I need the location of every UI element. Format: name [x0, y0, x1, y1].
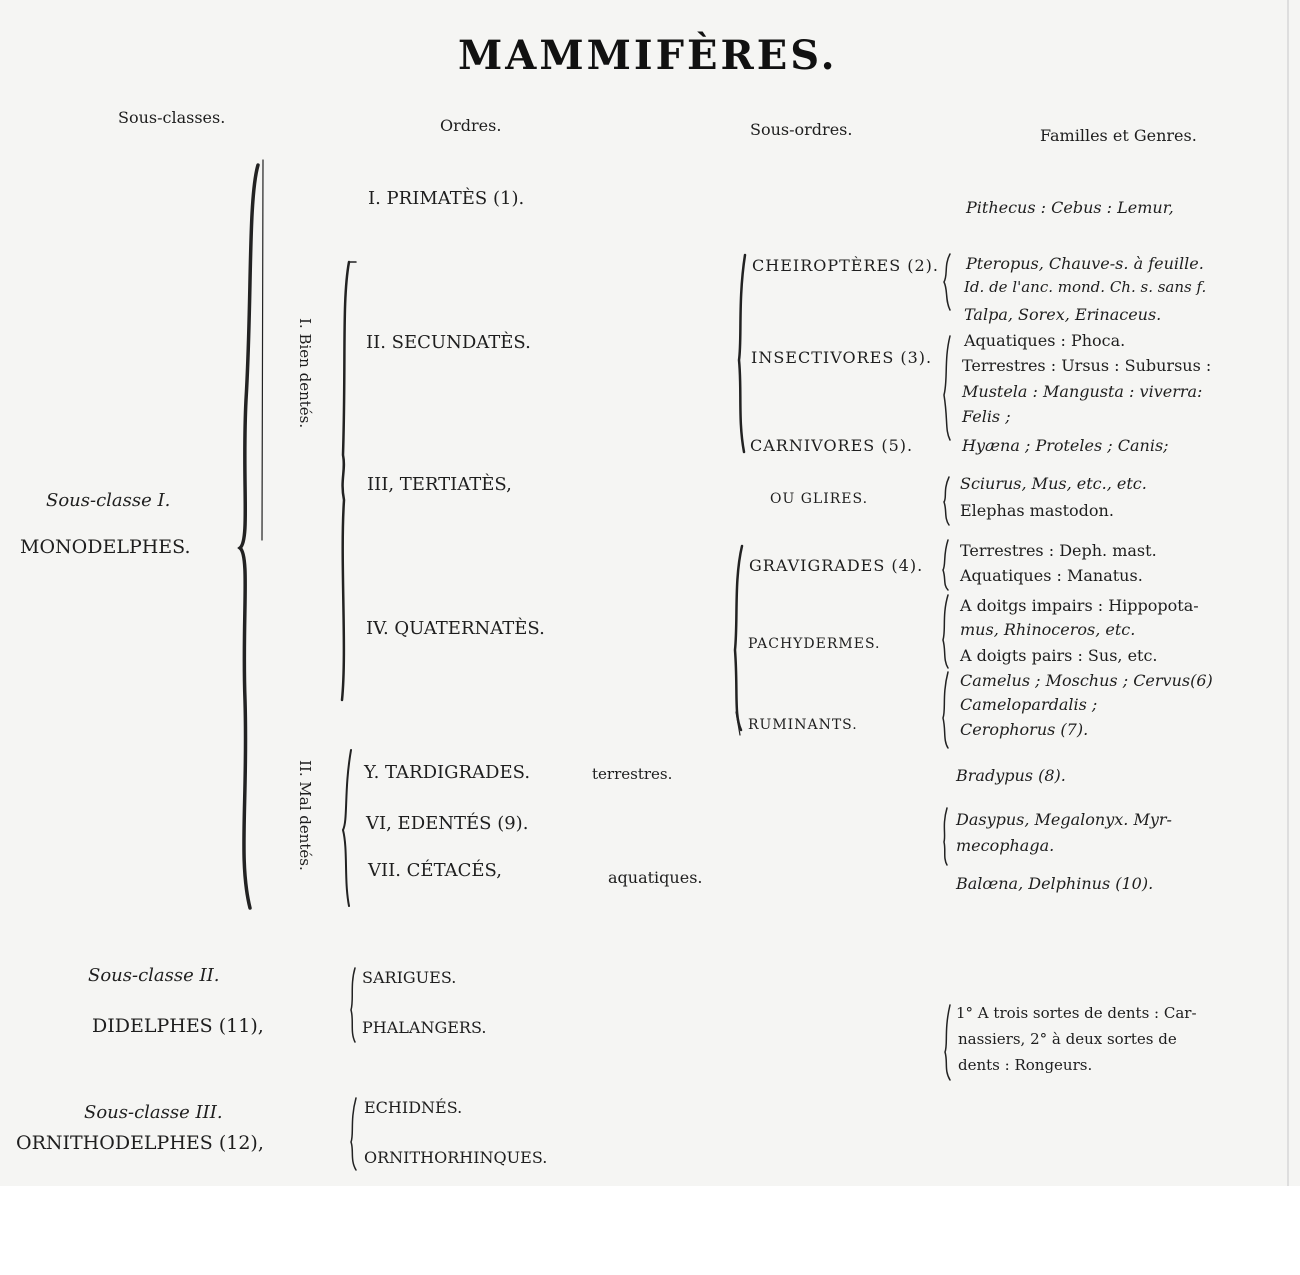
order-cetaces: VII. CÉTACÉS, — [368, 860, 502, 881]
genera-cheir-2: Id. de l'anc. mond. Ch. s. sans f. — [964, 278, 1207, 296]
suborder-glires: OU GLIRES. — [770, 491, 869, 507]
genera-tardigrades: Bradypus (8). — [956, 766, 1066, 785]
suborder-pachydermes: PACHYDERMES. — [748, 636, 881, 652]
order-echidnes: ECHIDNÉS. — [364, 1098, 463, 1117]
genera-pachy-1: A doitgs impairs : Hippopota- — [960, 596, 1199, 615]
subclass-2-name: DIDELPHES (11), — [92, 1015, 264, 1037]
suborder-cheiropteres: CHEIROPTÈRES (2). — [752, 256, 939, 275]
genera-primates: Pithecus : Cebus : Lemur, — [966, 198, 1174, 217]
genera-ins-2: Aquatiques : Phoca. — [964, 331, 1126, 350]
genera-carn-3: Hyæna ; Proteles ; Canis; — [962, 436, 1169, 455]
order-quaternates: IV. QUATERNATÈS. — [366, 618, 545, 639]
subclass-3-label: Sous-classe III. — [84, 1102, 223, 1123]
genera-rum-3: Cerophorus (7). — [960, 720, 1089, 739]
order-tardigrades-note: terrestres. — [592, 765, 673, 783]
order-ornithorhinques: ORNITHORHINQUES. — [364, 1148, 548, 1167]
header-sous-ordres: Sous-ordres. — [750, 120, 853, 139]
genera-pachy-3: A doigts pairs : Sus, etc. — [960, 646, 1158, 665]
genera-rum-2: Camelopardalis ; — [960, 695, 1098, 714]
genera-didelphes-2: nassiers, 2° à deux sortes de — [958, 1030, 1177, 1048]
genera-didelphes-3: dents : Rongeurs. — [958, 1056, 1093, 1074]
genera-rum-1: Camelus ; Moschus ; Cervus(6) — [960, 671, 1213, 690]
suborder-ruminants: RUMINANTS. — [748, 717, 858, 733]
order-tardigrades: Y. TARDIGRADES. — [364, 762, 531, 783]
genera-ins-1: Talpa, Sorex, Erinaceus. — [964, 305, 1162, 324]
order-phalangers: PHALANGERS. — [362, 1018, 487, 1037]
suborder-carnivores: CARNIVORES (5). — [750, 436, 914, 455]
genera-grav-2: Aquatiques : Manatus. — [960, 566, 1143, 585]
genera-didelphes-1: 1° A trois sortes de dents : Car- — [956, 1004, 1197, 1022]
order-sarigues: SARIGUES. — [362, 968, 457, 987]
header-familles: Familles et Genres. — [1040, 126, 1197, 145]
suborder-gravigrades: GRAVIGRADES (4). — [749, 556, 924, 575]
suborder-insectivores: INSECTIVORES (3). — [751, 348, 933, 367]
genera-carn-2: Felis ; — [962, 407, 1011, 426]
header-ordres: Ordres. — [440, 116, 502, 135]
genera-grav-1: Terrestres : Deph. mast. — [960, 541, 1157, 560]
genera-ins-3: Terrestres : Ursus : Subursus : — [962, 356, 1212, 375]
subclass-1-name: MONODELPHES. — [20, 536, 191, 558]
genera-cetaces: Balœna, Delphinus (10). — [956, 874, 1154, 893]
subclass-1-label: Sous-classe I. — [46, 490, 171, 511]
order-primates: I. PRIMATÈS (1). — [368, 188, 525, 209]
genera-carn-1: Mustela : Mangusta : viverra: — [962, 382, 1203, 401]
section-mal-dentes: II. Mal dentés. — [296, 760, 314, 871]
genera-edentes-1: Dasypus, Megalonyx. Myr- — [956, 810, 1172, 829]
header-sous-classes: Sous-classes. — [118, 108, 226, 127]
section-bien-dentes: I. Bien dentés. — [296, 318, 314, 429]
genera-cheir-1: Pteropus, Chauve-s. à feuille. — [966, 254, 1204, 273]
subclass-3-name: ORNITHODELPHES (12), — [16, 1132, 264, 1154]
genera-glires-1: Sciurus, Mus, etc., etc. — [960, 474, 1147, 493]
order-edentes: VI, EDENTÉS (9). — [366, 813, 529, 834]
subclass-2-label: Sous-classe II. — [88, 965, 220, 986]
order-tertiates: III, TERTIATÈS, — [367, 474, 512, 495]
genera-pachy-2: mus, Rhinoceros, etc. — [960, 620, 1136, 639]
order-secundates: II. SECUNDATÈS. — [366, 332, 531, 353]
genera-glires-2: Elephas mastodon. — [960, 501, 1114, 520]
page-title: MAMMIFÈRES. — [458, 32, 838, 79]
order-cetaces-note: aquatiques. — [608, 868, 703, 887]
bottom-margin — [0, 1186, 1300, 1275]
genera-edentes-2: mecophaga. — [956, 836, 1055, 855]
